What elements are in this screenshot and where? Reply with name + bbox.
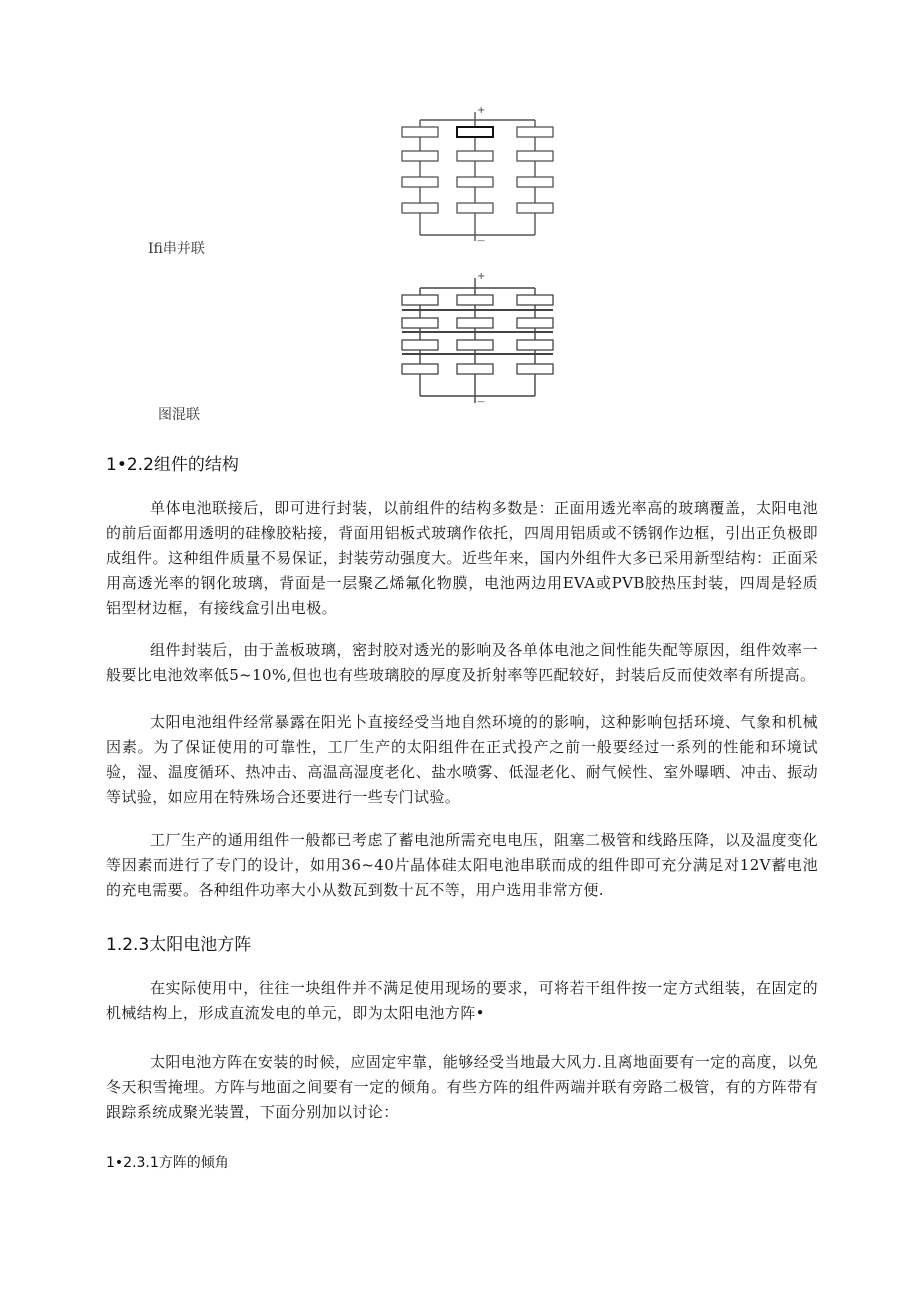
section-heading-1-2-2: 1•2.2组件的结构 bbox=[106, 455, 239, 475]
paragraph: 组件封装后，由于盖板玻璃，密封胶对透光的影响及各单体电池之间性能失配等原因，组件效率一般要比电池效率低5~10%,但也也有些玻璃胶的厚度及折射率等匹配较好，封装后反而使效率有所提高。 bbox=[106, 641, 818, 684]
paragraph: 在实际使用中，往往一块组件并不满足使用现场的要求，可将若干组件按一定方式组装，在固定的机械结构上，形成直流发电的单元，即为太阳电池方阵• bbox=[106, 979, 818, 1022]
paragraph: 工厂生产的通用组件一般都已考虑了蓄电池所需充电电压，阻塞二极管和线路压降，以及温度变化等因素而进行了专门的设计，如用36~40片晶体硅太阳电池串联而成的组件即可充分满足对12V蓄电池的充电需要。各种组件功率大小从数瓦到数十瓦不等，用户选用非常方便. bbox=[106, 831, 818, 899]
section-heading-1-2-3-1: 1•2.3.1方阵的倾角 bbox=[106, 1155, 229, 1171]
plus-terminal-label: + bbox=[477, 271, 486, 282]
section-heading-1-2-3: 1.2.3太阳电池方阵 bbox=[106, 935, 252, 955]
plus-terminal-label: + bbox=[477, 105, 486, 116]
minus-terminal-label: — bbox=[477, 397, 485, 406]
series-parallel-diagram bbox=[390, 100, 560, 245]
figure-caption-series-parallel: Ifi串并联 bbox=[148, 241, 205, 257]
minus-terminal-label: — bbox=[477, 236, 485, 245]
mixed-connection-diagram bbox=[390, 268, 560, 408]
paragraph: 单体电池联接后，即可进行封装，以前组件的结构多数是：正面用透光率高的玻璃覆盖，太阳电池的前后面都用透明的硅橡胶粘接，背面用铝板式玻璃作依托，四周用铝质或不锈钢作边框，引出正负极即成组件。这种组件质量不易保证，封装劳动强度大。近些年来，国内外组件大多已采用新型结构：正面采用高透光率的钢化玻璃，背面是一层聚乙烯氟化物膜，电池两边用EVA或PVB胶热压封装，四周是轻质铝型材边框，有接线盒引出电极。 bbox=[106, 499, 818, 617]
paragraph: 太阳电池方阵在安装的时候，应固定牢靠，能够经受当地最大风力.且离地面要有一定的高度，以免冬天积雪掩埋。方阵与地面之间要有一定的倾角。有些方阵的组件两端并联有旁路二极管，有的方阵带有跟踪系统成聚光装置，下面分别加以讨论： bbox=[106, 1053, 818, 1121]
paragraph: 太阳电池组件经常暴露在阳光卜直接经受当地自然环境的的影响，这种影响包括环境、气象和机械因素。为了保证使用的可靠性，工厂生产的太阳组件在正式投产之前一般要经过一系列的性能和环境试验，湿、温度循环、热冲击、高温高湿度老化、盐水喷雾、低湿老化、耐气候性、室外曝晒、冲击、振动等试验，如应用在特殊场合还要进行一些专门试验。 bbox=[106, 713, 818, 806]
figure-caption-mixed: 图混联 bbox=[158, 407, 200, 423]
